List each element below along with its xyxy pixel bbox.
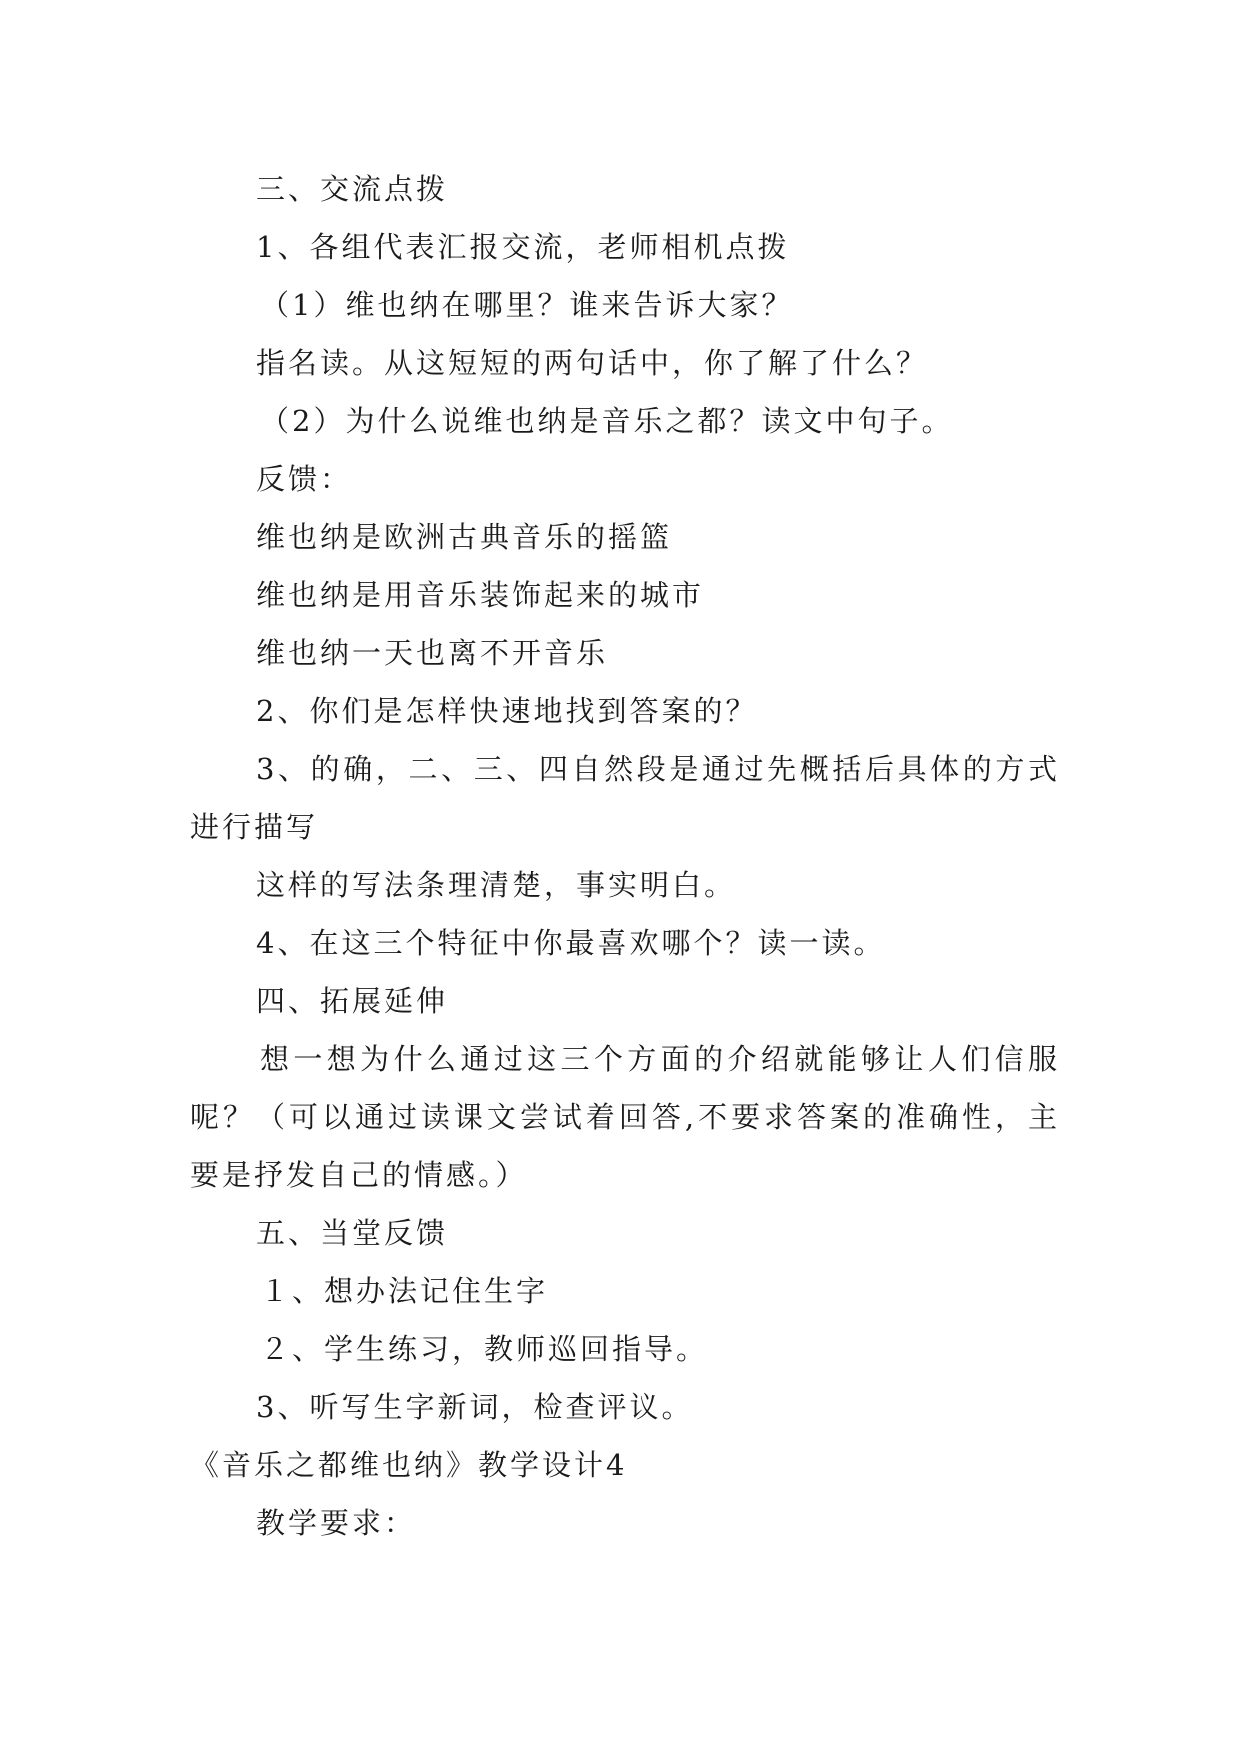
paragraph: 指名读。从这短短的两句话中，你了解了什么？ [256,346,929,380]
paragraph: 教学要求： [256,1506,417,1540]
section-heading-4: 四、拓展延伸 [256,984,449,1018]
paragraph: １、想办法记住生字 [260,1274,549,1308]
paragraph: 3、的确，二、三、四自然段是通过先概括后具体的方式进行描写 [190,752,1060,844]
paragraph: 4、在这三个特征中你最喜欢哪个？读一读。 [256,926,886,960]
paragraph: 3、听写生字新词，检查评议。 [256,1390,694,1424]
paragraph: （2）为什么说维也纳是音乐之都？读文中句子。 [260,404,954,438]
paragraph: 维也纳是用音乐装饰起来的城市 [256,578,705,612]
paragraph: 1、各组代表汇报交流，老师相机点拨 [256,230,790,264]
paragraph: 反馈： [256,462,353,496]
document-title: 《音乐之都维也纳》教学设计4 [190,1448,628,1482]
paragraph: 2、你们是怎样快速地找到答案的？ [256,694,758,728]
paragraph: （1）维也纳在哪里？谁来告诉大家？ [260,288,794,322]
document-body [190,160,1060,1552]
paragraph: 维也纳一天也离不开音乐 [256,636,609,670]
paragraph: 维也纳是欧洲古典音乐的摇篮 [256,520,673,554]
section-heading-5: 五、当堂反馈 [256,1216,449,1250]
paragraph: ２、学生练习，教师巡回指导。 [260,1332,709,1366]
section-heading-3: 三、交流点拨 [256,172,449,206]
paragraph: 这样的写法条理清楚，事实明白。 [256,868,737,902]
paragraph: 想一想为什么通过这三个方面的介绍就能够让人们信服呢？（可以通过读课文尝试着回答,不要求答案的准确性，主要是抒发自己的情感。） [190,1042,1060,1192]
